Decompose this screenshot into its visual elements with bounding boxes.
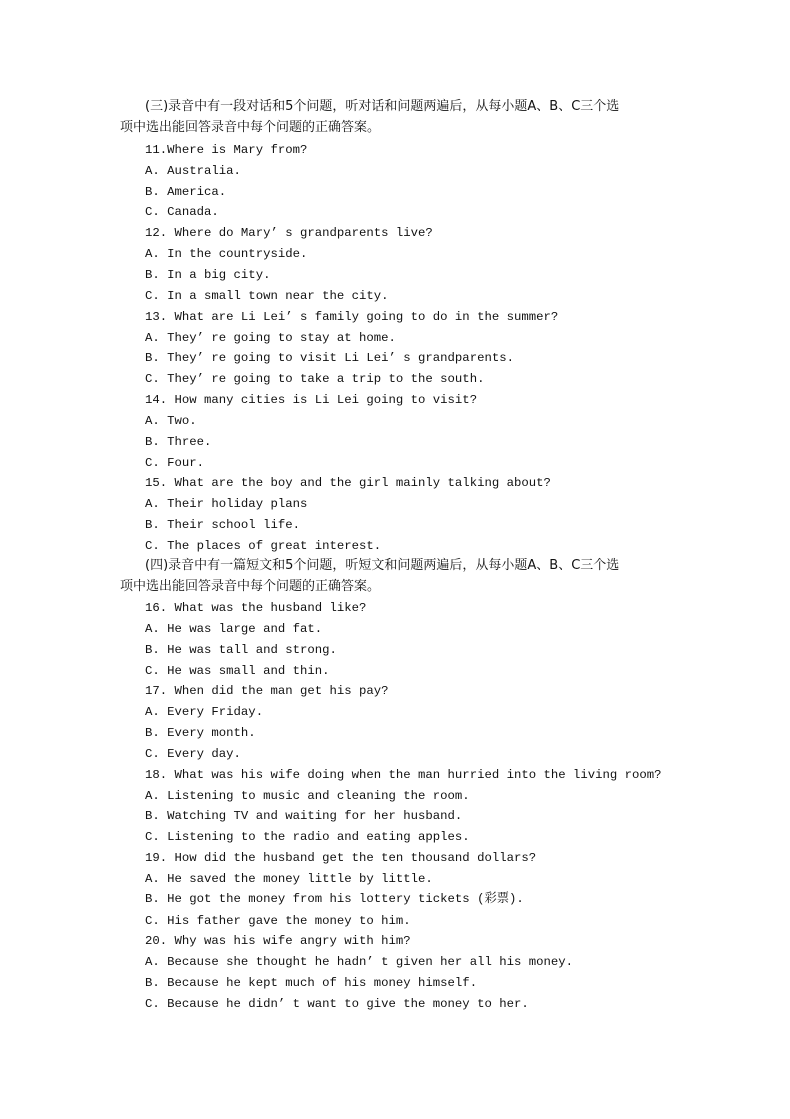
section-3-instruction-line-2: 项中选出能回答录音中每个问题的正确答案。	[120, 120, 381, 135]
question-15-option-c: C. The places of great interest.	[145, 539, 382, 553]
question-12-option-a: A. In the countryside.	[145, 247, 308, 261]
question-16-option-c: C. He was small and thin.	[145, 664, 330, 678]
question-12-stem: 12. Where do Mary’ s grandparents live?	[145, 226, 433, 240]
question-14-stem: 14. How many cities is Li Lei going to visit?	[145, 393, 478, 407]
question-11-option-c: C. Canada.	[145, 205, 219, 219]
question-16-option-b: B. He was tall and strong.	[145, 643, 337, 657]
question-20-option-b: B. Because he kept much of his money himself.	[145, 976, 478, 990]
question-17-option-a: A. Every Friday.	[145, 705, 264, 719]
question-19-stem: 19. How did the husband get the ten thousand dollars?	[145, 851, 537, 865]
question-11-option-a: A. Australia.	[145, 164, 241, 178]
question-16-option-a: A. He was large and fat.	[145, 622, 323, 636]
question-12-option-c: C. In a small town near the city.	[145, 289, 389, 303]
question-13-option-c: C. They’ re going to take a trip to the south.	[145, 372, 485, 386]
question-18-option-a: A. Listening to music and cleaning the room.	[145, 789, 470, 803]
question-19-option-a: A. He saved the money little by little.	[145, 872, 433, 886]
question-14-option-a: A. Two.	[145, 414, 197, 428]
question-18-option-b: B. Watching TV and waiting for her husband.	[145, 809, 463, 823]
question-17-option-b: B. Every month.	[145, 726, 256, 740]
question-20-option-a: A. Because she thought he hadn’ t given her all his money.	[145, 955, 574, 969]
question-17-option-c: C. Every day.	[145, 747, 241, 761]
question-18-stem: 18. What was his wife doing when the man hurried into the living room?	[145, 768, 662, 782]
question-15-stem: 15. What are the boy and the girl mainly talking about?	[145, 476, 551, 490]
question-12-option-b: B. In a big city.	[145, 268, 271, 282]
question-20-stem: 20. Why was his wife angry with him?	[145, 934, 411, 948]
question-13-stem: 13. What are Li Lei’ s family going to do in the summer?	[145, 310, 559, 324]
question-15-option-a: A. Their holiday plans	[145, 497, 308, 511]
question-19-option-b: B. He got the money from his lottery tickets (彩票).	[145, 892, 524, 906]
question-14-option-c: C. Four.	[145, 456, 205, 470]
question-11-option-b: B. America.	[145, 185, 227, 199]
question-19-option-c: C. His father gave the money to him.	[145, 914, 411, 928]
question-20-option-c: C. Because he didn’ t want to give the money to her.	[145, 997, 529, 1011]
question-17-stem: 17. When did the man get his pay?	[145, 684, 389, 698]
section-4-instruction-line-2: 项中选出能回答录音中每个问题的正确答案。	[120, 579, 381, 594]
question-13-option-a: A. They’ re going to stay at home.	[145, 331, 396, 345]
question-13-option-b: B. They’ re going to visit Li Lei’ s grandparents.	[145, 351, 514, 365]
question-11-stem: 11.Where is Mary from?	[145, 143, 308, 157]
question-15-option-b: B. Their school life.	[145, 518, 300, 532]
question-16-stem: 16. What was the husband like?	[145, 601, 367, 615]
question-18-option-c: C. Listening to the radio and eating apples.	[145, 830, 470, 844]
question-14-option-b: B. Three.	[145, 435, 212, 449]
section-4-instruction-line-1: (四)录音中有一篇短文和5个问题，听短文和问题两遍后，从每小题A、B、C三个选	[145, 558, 620, 573]
section-3-instruction-line-1: (三)录音中有一段对话和5个问题，听对话和问题两遍后，从每小题A、B、C三个选	[145, 99, 620, 114]
